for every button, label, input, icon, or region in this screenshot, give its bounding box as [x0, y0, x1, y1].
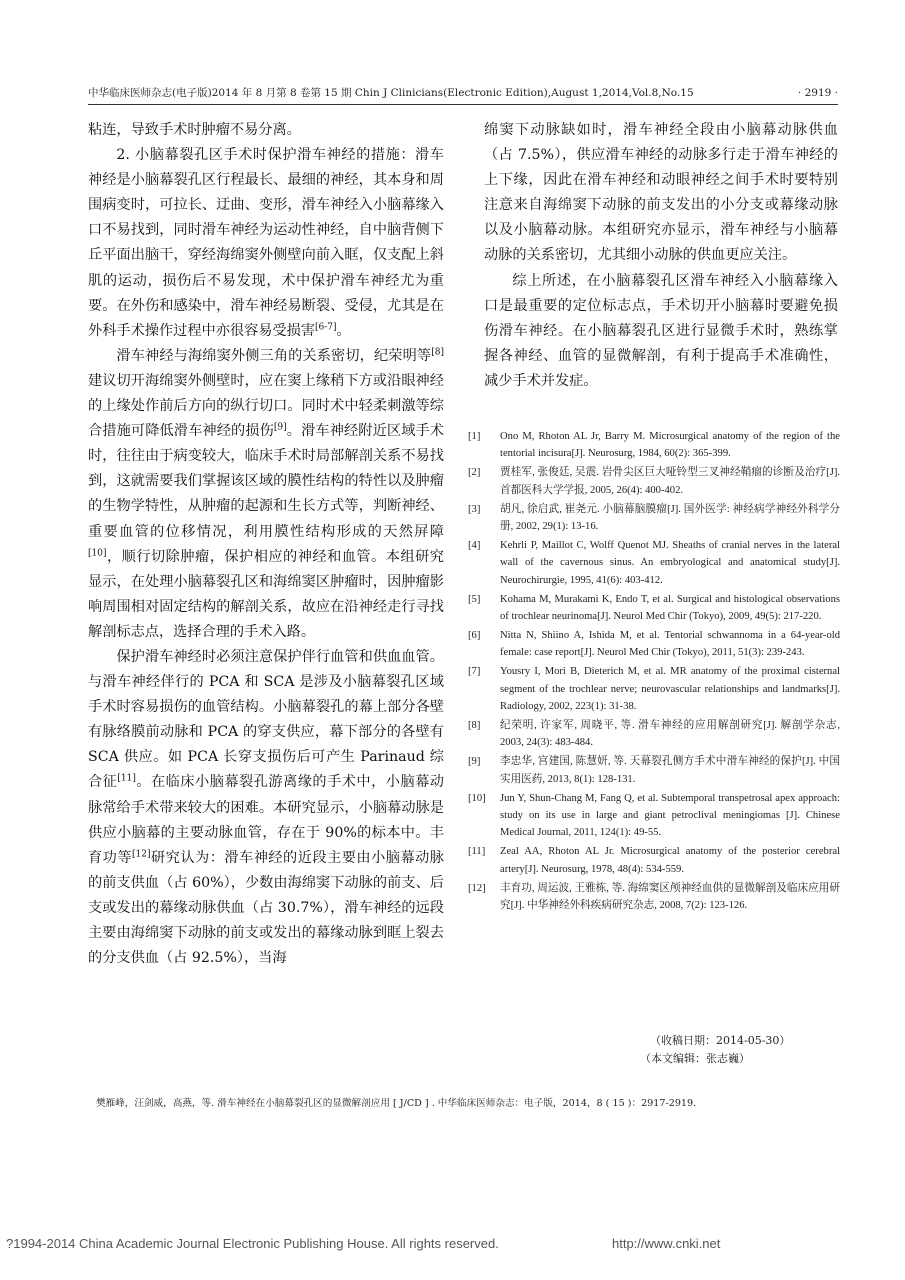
reference-number: [2]	[468, 467, 481, 479]
citation-ref[interactable]: [6-7]	[315, 322, 337, 333]
reference-number: [10]	[468, 792, 486, 804]
reference-text: 纪荣明, 许家军, 周晓平, 等. 滑车神经的应用解剖研究[J]. 解剖学杂志, 2003, 24(3): 483-484.	[500, 720, 840, 749]
reference-item	[468, 501, 840, 536]
reference-number: [8]	[468, 720, 481, 731]
footer-link[interactable]: http://www.cnki.net	[612, 1236, 721, 1251]
reference-item	[468, 464, 840, 499]
reference-item	[468, 753, 840, 788]
citation-ref[interactable]: [12]	[132, 848, 151, 859]
paragraph-text: ，顺行切除肿瘤，保护相应的神经和血管。本组研究显示，在处理小脑幕裂孔区和海绵窦区肿瘤时，因肿瘤影响周围相对固定结构的解剖关系，故应在沿神经走行寻找解剖标志点，选择合理的手术入路。	[88, 548, 444, 640]
left-column	[88, 118, 444, 971]
received-date: （收稿日期：2014-05-30）	[650, 1034, 791, 1047]
journal-header: 中华临床医师杂志(电子版)2014 年 8 月第 8 卷第 15 期 Chin J Clinicians(Electronic Edition),August 1,2014,Vol.8,No.15	[88, 87, 694, 99]
reference-text: Zeal AA, Rhoton AL Jr. Microsurgical anatomy of the posterior cerebral artery[J]. Neurosurg, 1978, 48(4): 534-559.	[500, 846, 840, 875]
citation-ref[interactable]: [9]	[273, 422, 287, 433]
page-footer	[0, 1234, 905, 1254]
citation-ref[interactable]: [10]	[88, 547, 107, 558]
running-header	[88, 84, 838, 102]
paragraph-text: 。在临床小脑幕裂孔游离缘的手术中，小脑幕动脉常给手术带来较大的困难。本研究显示，小脑幕动脉是供应小脑幕的主要动脉血管，存在于 90%的标本中。丰育功等	[88, 774, 444, 866]
paragraph	[88, 344, 444, 645]
reference-text: 丰育功, 周运波, 王雅栋, 等. 海绵窦区颅神经血供的显微解剖及临床应用研究[J]. 中华神经外科疾病研究杂志, 2008, 7(2): 123-126.	[500, 882, 840, 912]
page-number: · 2919 ·	[797, 87, 838, 99]
reference-number: [3]	[468, 503, 481, 515]
copyright-notice: ?1994-2014 China Academic Journal Electronic Publishing House. All rights reserved.	[6, 1236, 499, 1251]
editor-credit: （本文编辑：张志巍）	[640, 1052, 750, 1065]
reference-text: Yousry I, Mori B, Dieterich M, et al. MR anatomy of the proximal cisternal segment of the trochlear nerve; neurovascular relationships and landmarks[J]. Radiology, 2002, 223(1): 31-38.	[500, 666, 840, 713]
right-column	[484, 118, 838, 394]
reference-text: Kohama M, Murakami K, Endo T, et al. Surgical and histological observations of trochlear neurinoma[J]. Neurol Med Chir (Tokyo), 2009, 49(5): 217-220.	[500, 593, 840, 623]
reference-text: Ono M, Rhoton AL Jr, Barry M. Microsurgical anatomy of the region of the tentorial incisura[J]. Neurosurg, 1984, 60(2): 365-399.	[500, 431, 840, 460]
reference-text: Jun Y, Shun-Chang M, Fang Q, et al. Subtemporal transpetrosal apex approach: study on its use in large and giant petroclival meningiomas [J]. Chinese Medical Journal, 2011, 124(1): 49-55.	[500, 792, 840, 839]
citation-ref[interactable]: [11]	[117, 773, 136, 784]
paragraph-text: 滑车神经与海绵窦外侧三角的关系密切，纪荣明等	[116, 347, 432, 364]
paragraph-text: 研究认为：滑车神经的近段主要由小脑幕动脉的前支供血（占 60%），少数由海绵窦下动脉的前支、后支或发出的幕缘动脉供血（占 30.7%），滑车神经的远段主要由海绵窦下动脉的前支或发出的幕缘动脉到眶上裂去的分支供血（占 92.5%），当海	[88, 849, 444, 967]
paragraph	[88, 645, 444, 971]
reference-number: [5]	[468, 593, 481, 605]
reference-number: [6]	[468, 629, 481, 641]
reference-item	[468, 880, 840, 915]
reference-item	[468, 428, 840, 463]
reference-number: [12]	[468, 882, 486, 894]
reference-item	[468, 591, 840, 626]
reference-list	[468, 428, 840, 916]
paragraph	[88, 143, 444, 344]
reference-text: Kehrli P, Maillot C, Wolff Quenot MJ. Sheaths of cranial nerves in the lateral wall of the cavernous sinus. An embryological and anatomical study[J]. Neurochirurgie, 1995, 41(6): 403-412.	[500, 539, 840, 586]
reference-item	[468, 663, 840, 715]
reference-item	[468, 717, 840, 752]
article-dates	[640, 1032, 840, 1068]
reference-item	[468, 843, 840, 878]
reference-number: [1]	[468, 431, 481, 442]
reference-item	[468, 627, 840, 662]
paragraph-text: 建议切开海绵窦外侧壁时，应在窦上缘稍下方或沿眼神经的上缘处作前后方向的纵行切口。同时术中轻柔刺激等综合措施可降低滑车神经的损伤	[88, 372, 444, 440]
paragraph-text: 2. 小脑幕裂孔区手术时保护滑车神经的措施：滑车神经是小脑幕裂孔区行程最长、最细的神经，其本身和周围病变时，可拉长、迂曲、变形，滑车神经入小脑幕缘入口不易找到，同时滑车神经为运动性神经，自中脑背侧下丘平面出脑干，穿经海绵窦外侧壁向前入眶，仅支配上斜肌的运动，损伤后不易发现，术中保护滑车神经尤为重要。在外伤和感染中，滑车神经易断裂、受侵，尤其是在外科手术操作过程中亦很容易受损害	[88, 147, 444, 339]
paragraph-text: 保护滑车神经时必须注意保护伴行血管和供血血管。与滑车神经伴行的 PCA 和 SCA 是涉及小脑幕裂孔区域手术时容易损伤的血管结构。小脑幕裂孔的幕上部分各壁有脉络膜前动脉和 PCA 的穿支供应，幕下部分的各壁有 SCA 供应。如 PCA 长穿支损伤后可产生 Parinaud 综合征	[88, 648, 444, 791]
reference-number: [9]	[468, 756, 481, 768]
reference-text: 贾桂军, 张俊廷, 吴震. 岩骨尖区巨大哑铃型三叉神经鞘瘤的诊断及治疗[J]. 首都医科大学学报, 2005, 26(4): 400-402.	[500, 467, 840, 496]
reference-item	[468, 790, 840, 842]
reference-number: [11]	[468, 846, 486, 858]
paragraph-text: 。	[336, 322, 351, 339]
paragraph: 绵窦下动脉缺如时，滑车神经全段由小脑幕动脉供血（占 7.5%），供应滑车神经的动脉多行走于滑车神经的上下缘，因此在滑车神经和动眼神经之间手术时要特别注意来自海绵窦下动脉的前支发出的小分支或幕缘动脉以及小脑幕动脉。本组研究亦显示，滑车神经与小脑幕动脉的关系密切，尤其细小动脉的供血更应关注。	[484, 122, 838, 264]
header-divider	[88, 104, 838, 105]
paragraph: 粘连，导致手术时肿瘤不易分离。	[88, 122, 301, 138]
reference-text: 李忠华, 宫建国, 陈慧妍, 等. 天幕裂孔侧方手术中滑车神经的保护[J]. 中国实用医药, 2013, 8(1): 128-131.	[500, 756, 840, 785]
citation-ref[interactable]: [8]	[431, 347, 444, 358]
reference-text: 胡凡, 徐启武, 崔尧元. 小脑幕脑膜瘤[J]. 国外医学: 神经病学神经外科学分册, 2002, 29(1): 13-16.	[500, 503, 840, 533]
reference-number: [7]	[468, 666, 481, 678]
reference-text: Nitta N, Shiino A, Ishida M, et al. Tentorial schwannoma in a 64-year-old female: case report[J]. Neurol Med Chir (Tokyo), 2011, 51(3): 239-243.	[500, 629, 840, 659]
article-citation: 樊雁峰，汪剑威，高燕，等. 滑车神经在小脑幕裂孔区的显微解剖应用 [ J/CD ] . 中华临床医师杂志：电子版，2014，8 ( 15 )：2917-2919.	[96, 1098, 697, 1109]
paragraph: 综上所述，在小脑幕裂孔区滑车神经入小脑幕缘入口是最重要的定位标志点，手术切开小脑幕时要避免损伤滑车神经。在小脑幕裂孔区进行显微手术时，熟练掌握各神经、血管的显微解剖，有利于提高手术准确性，减少手术并发症。	[484, 272, 838, 389]
reference-item	[468, 537, 840, 589]
reference-number: [4]	[468, 539, 481, 551]
paragraph-text: 。滑车神经附近区域手术时，往往由于病变较大，临床手术时局部解剖关系不易找到，这就需要我们掌握该区域的膜性结构的特性以及肿瘤的生物学特性，从肿瘤的起源和生长方式等，判断神经、重要血管的位移情况，利用膜性结构形成的天然屏障	[88, 423, 444, 540]
